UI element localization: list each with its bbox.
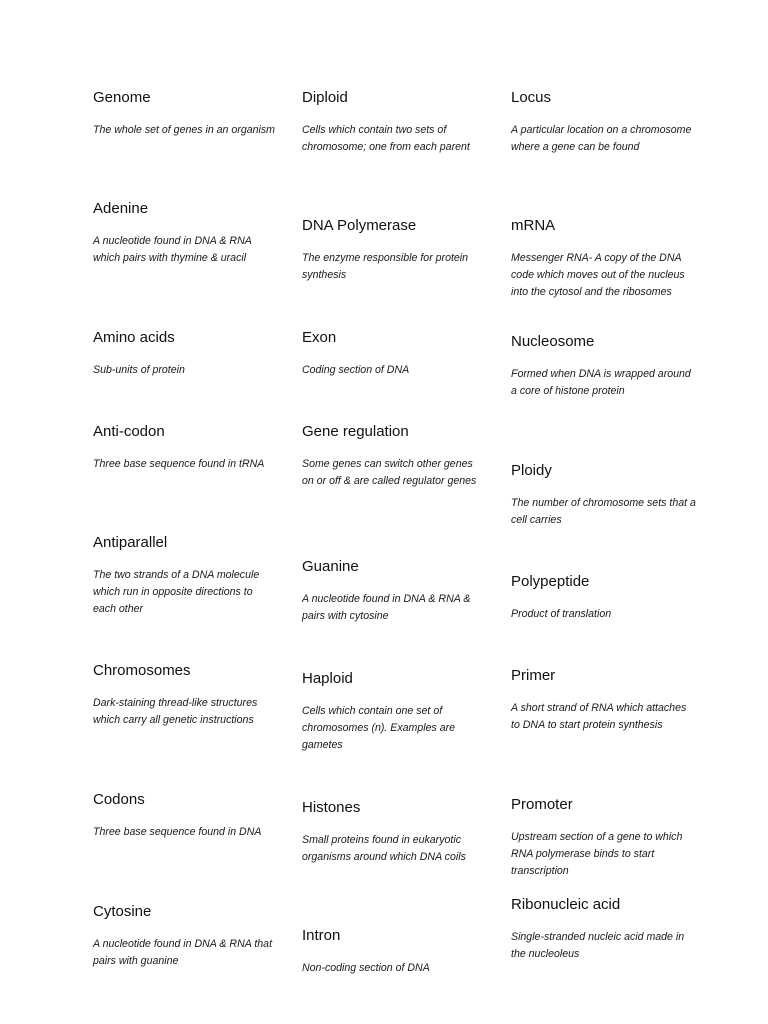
term-definition: Cells which contain two sets of chromosome; one from each parent (302, 124, 470, 153)
term-definition: Non-coding section of DNA (302, 962, 430, 974)
glossary-entry-gene-regulation (302, 423, 487, 490)
glossary-entry-haploid (302, 670, 487, 754)
term-title: Codons (93, 791, 145, 808)
term-definition: Three base sequence found in tRNA (93, 458, 265, 470)
term-definition: The number of chromosome sets that a cell carries (511, 497, 696, 526)
term-definition: Messenger RNA- A copy of the DNA code which moves out of the nucleus into the cytosol and the ribosomes (511, 252, 685, 298)
term-title: Haploid (302, 670, 353, 687)
term-title: Promoter (511, 796, 573, 813)
term-title: Exon (302, 329, 337, 346)
term-definition: Cells which contain one set of chromosomes (n). Examples are gametes (302, 705, 456, 751)
glossary-entry-codons (93, 791, 278, 841)
glossary-entry-guanine (302, 558, 487, 625)
term-title: Antiparallel (93, 534, 168, 551)
term-definition: A short strand of RNA which attaches to DNA to start protein synthesis (511, 702, 687, 731)
term-title: Amino acids (93, 329, 175, 346)
term-definition: Dark-staining thread-like structures which carry all genetic instructions (93, 697, 258, 726)
term-title: Gene regulation (302, 423, 409, 440)
glossary-entry-polypeptide (511, 573, 696, 623)
glossary-entry-locus (511, 89, 696, 156)
term-title: Ploidy (511, 462, 552, 479)
glossary-entry-histones (302, 799, 487, 866)
term-definition: A nucleotide found in DNA & RNA which pairs with thymine & uracil (93, 235, 252, 264)
term-definition: Three base sequence found in DNA (93, 826, 262, 838)
term-title: mRNA (511, 217, 556, 234)
glossary-entry-primer (511, 667, 696, 734)
glossary-entry-amino-acids (93, 329, 278, 379)
glossary-entry-adenine (93, 200, 278, 267)
term-title: Histones (302, 799, 361, 816)
glossary-entry-exon (302, 329, 487, 379)
term-definition: Upstream section of a gene to which RNA polymerase binds to start transcription (511, 831, 683, 877)
term-title: Diploid (302, 89, 348, 106)
term-definition: A nucleotide found in DNA & RNA & pairs with cytosine (302, 593, 471, 622)
term-definition: Some genes can switch other genes on or off & are called regulator genes (302, 458, 477, 487)
glossary-entry-mrna (511, 217, 696, 301)
term-title: Locus (511, 89, 552, 106)
term-title: DNA Polymerase (302, 217, 417, 234)
glossary-entry-chromosomes (93, 662, 278, 729)
term-definition: Coding section of DNA (302, 364, 410, 376)
glossary-entry-promoter (511, 796, 696, 880)
term-title: Chromosomes (93, 662, 191, 679)
term-title: Primer (511, 667, 556, 684)
term-definition: Single-stranded nucleic acid made in the nucleoleus (511, 931, 685, 960)
glossary-entry-ribonucleic-acid (511, 896, 696, 963)
glossary-entry-intron (302, 927, 487, 977)
term-title: Genome (93, 89, 151, 106)
term-definition: Formed when DNA is wrapped around a core of histone protein (511, 368, 691, 397)
term-title: Anti-codon (93, 423, 165, 440)
term-title: Ribonucleic acid (511, 896, 621, 913)
term-definition: Product of translation (511, 608, 612, 620)
term-title: Intron (302, 927, 341, 944)
term-definition: The whole set of genes in an organism (93, 124, 275, 136)
term-definition: The two strands of a DNA molecule which run in opposite directions to each other (93, 569, 260, 615)
term-definition: The enzyme responsible for protein synthesis (302, 252, 469, 281)
glossary-entry-antiparallel (93, 534, 278, 618)
glossary-entry-diploid (302, 89, 487, 156)
glossary-entry-anti-codon (93, 423, 278, 473)
glossary-entry-nucleosome (511, 333, 696, 400)
glossary-entry-dna-polymerase (302, 217, 487, 284)
term-definition: A nucleotide found in DNA & RNA that pairs with guanine (93, 938, 273, 967)
term-title: Adenine (93, 200, 149, 217)
glossary-entry-ploidy (511, 462, 696, 529)
glossary-entry-cytosine (93, 903, 278, 970)
term-definition: A particular location on a chromosome where a gene can be found (511, 124, 692, 153)
glossary-entry-genome (93, 89, 278, 139)
term-definition: Sub-units of protein (93, 364, 185, 376)
term-title: Polypeptide (511, 573, 590, 590)
term-definition: Small proteins found in eukaryotic organisms around which DNA coils (302, 834, 466, 863)
term-title: Nucleosome (511, 333, 595, 350)
term-title: Cytosine (93, 903, 152, 920)
term-title: Guanine (302, 558, 359, 575)
